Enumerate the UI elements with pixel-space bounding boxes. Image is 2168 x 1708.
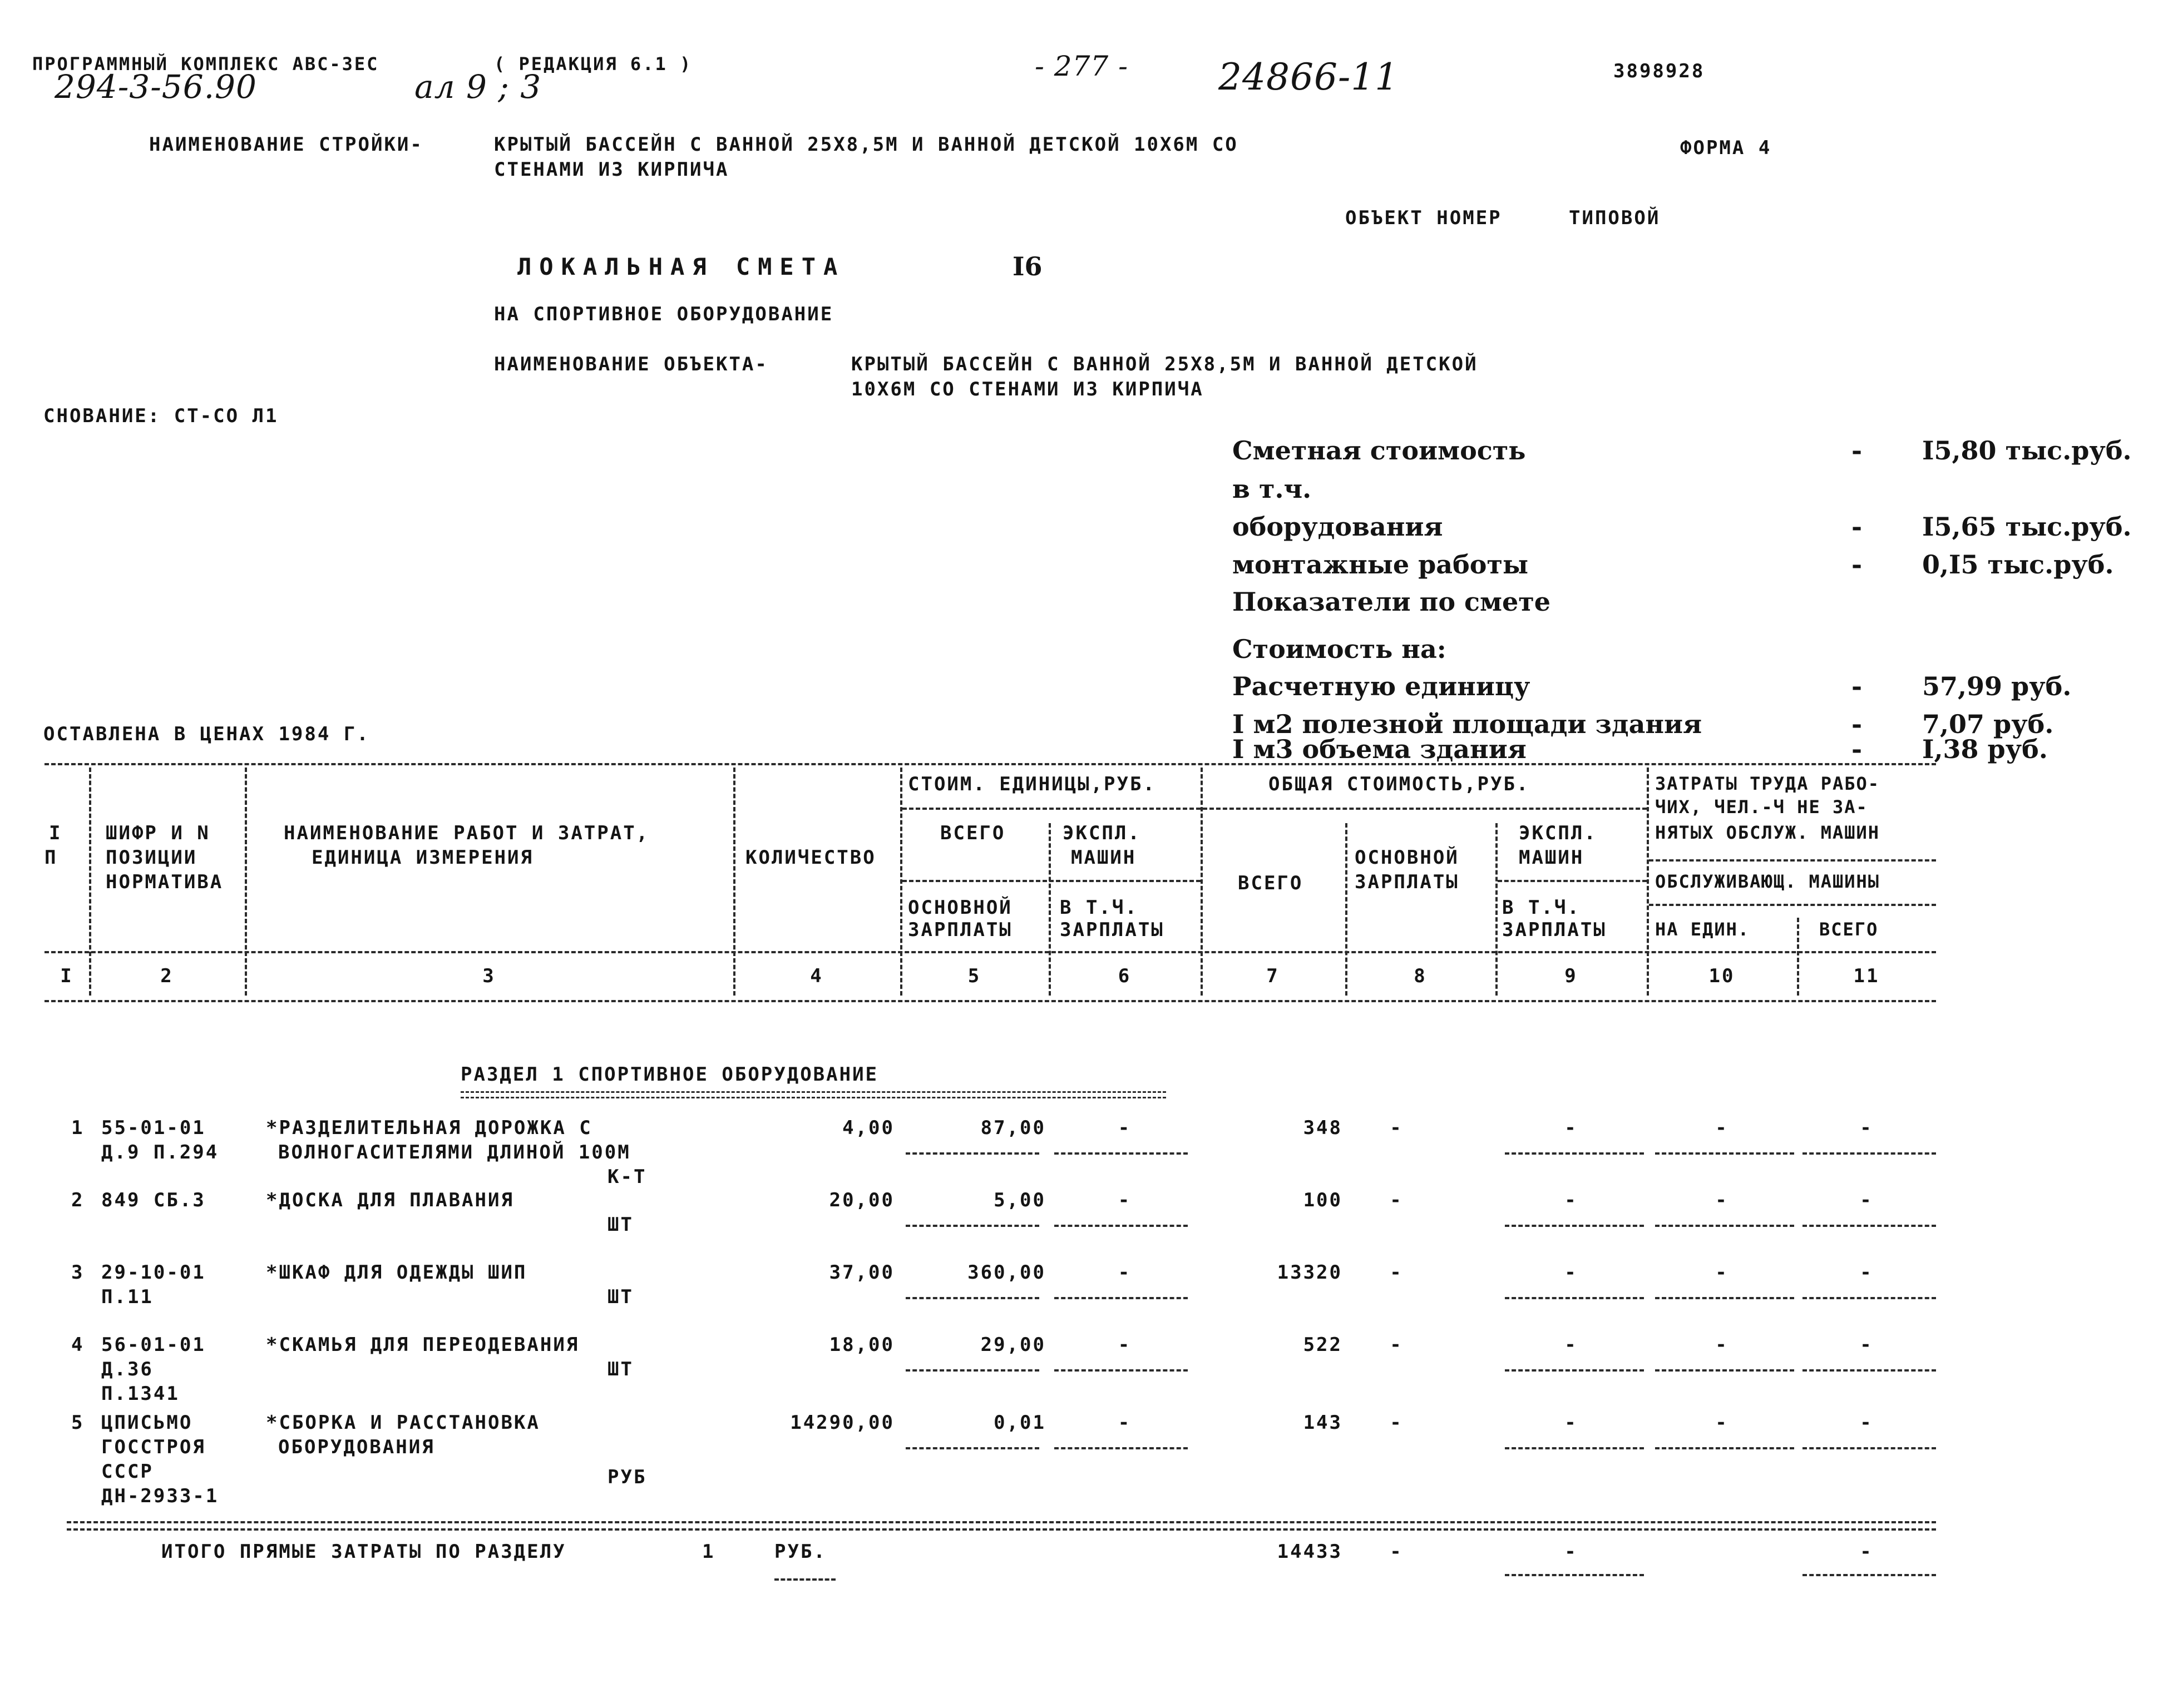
row-labor-total: - bbox=[1860, 1412, 1873, 1434]
row-code: ГОССТРОЯ bbox=[101, 1436, 206, 1458]
estimate-subtitle: НА СПОРТИВНОЕ ОБОРУДОВАНИЕ bbox=[494, 303, 834, 325]
row-unit: К-Т bbox=[608, 1166, 647, 1188]
handwritten-album: ал 9 ; 3 bbox=[414, 68, 542, 106]
row-divider bbox=[1802, 1225, 1936, 1227]
summary-dash-6: - bbox=[1851, 671, 1863, 701]
summary-label-3: монтажные работы bbox=[1232, 549, 1529, 580]
row-cost: 87,00 bbox=[980, 1117, 1046, 1139]
basis: СНОВАНИЕ: СТ-СО Л1 bbox=[43, 405, 279, 427]
edition: ( РЕДАКЦИЯ 6.1 ) bbox=[494, 53, 693, 75]
summary-value-6: 57,99 руб. bbox=[1922, 671, 2072, 701]
row-code: 55-01-01 bbox=[101, 1117, 206, 1139]
row-divider bbox=[1655, 1297, 1794, 1299]
row-labor-total: - bbox=[1860, 1334, 1873, 1356]
totals-underline bbox=[1505, 1574, 1644, 1576]
labor-header-a: ЗАТРАТЫ ТРУДА РАБО- bbox=[1655, 773, 1880, 794]
row-labor-total: - bbox=[1860, 1189, 1873, 1211]
col-divider bbox=[89, 768, 91, 996]
col-number: 11 bbox=[1853, 965, 1880, 987]
row-unit: ШТ bbox=[608, 1214, 634, 1236]
summary-label-8: I м3 объема здания bbox=[1232, 734, 1527, 764]
row-code: ЦПИСЬМО bbox=[101, 1412, 193, 1434]
row-index: 2 bbox=[71, 1189, 85, 1211]
object-number-label: ОБЪЕКТ НОМЕР bbox=[1345, 207, 1502, 229]
totals-mach: - bbox=[1564, 1541, 1578, 1563]
handwritten-number: 24866-11 bbox=[1218, 56, 1399, 98]
row-divider bbox=[1054, 1447, 1188, 1449]
row-cost: 0,01 bbox=[994, 1412, 1046, 1434]
totals-wage: - bbox=[1390, 1541, 1403, 1563]
row-name: ВОЛНОГАСИТЕЛЯМИ ДЛИНОЙ 100М bbox=[278, 1141, 631, 1164]
unit-total-header: ВСЕГО bbox=[940, 822, 1006, 844]
row-divider bbox=[906, 1297, 1039, 1299]
labor-header-e: НА ЕДИН. bbox=[1655, 919, 1750, 940]
summary-dash-2: - bbox=[1851, 512, 1863, 542]
totals-labor: - bbox=[1860, 1541, 1873, 1563]
summary-value-7: 7,07 руб. bbox=[1922, 709, 2054, 739]
summary-label-2: оборудования bbox=[1232, 512, 1443, 542]
row-qty: 20,00 bbox=[829, 1189, 895, 1211]
row-machtot: - bbox=[1564, 1189, 1578, 1211]
row-mach: - bbox=[1118, 1117, 1132, 1139]
col2-header-c: НОРМАТИВА bbox=[106, 871, 224, 893]
row-qty: 18,00 bbox=[829, 1334, 895, 1356]
section-title: РАЗДЕЛ 1 СПОРТИВНОЕ ОБОРУДОВАНИЕ bbox=[461, 1063, 879, 1086]
summary-label-1: в т.ч. bbox=[1232, 474, 1312, 504]
row-divider bbox=[1505, 1447, 1644, 1449]
row-code: 849 СБ.3 bbox=[101, 1189, 206, 1211]
row-code: Д.9 П.294 bbox=[101, 1141, 219, 1164]
row-divider bbox=[906, 1369, 1039, 1372]
row-qty: 14290,00 bbox=[790, 1412, 895, 1434]
row-divider bbox=[1505, 1152, 1644, 1155]
row-name: *РАЗДЕЛИТЕЛЬНАЯ ДОРОЖКА С bbox=[266, 1117, 592, 1139]
col-divider bbox=[733, 768, 735, 996]
row-wage: - bbox=[1390, 1117, 1403, 1139]
summary-dash-3: - bbox=[1851, 549, 1863, 580]
summary-label-0: Сметная стоимость bbox=[1232, 435, 1526, 466]
row-divider bbox=[1655, 1447, 1794, 1449]
row-mach: - bbox=[1118, 1334, 1132, 1356]
col-number: 5 bbox=[967, 965, 981, 987]
object-label: НАИМЕНОВАНИЕ ОБЪЕКТА- bbox=[494, 353, 768, 375]
unit-wage-header-a: ОСНОВНОЙ bbox=[908, 897, 1013, 919]
row-code: 56-01-01 bbox=[101, 1334, 206, 1356]
row-total: 348 bbox=[1303, 1117, 1342, 1139]
row-divider bbox=[1054, 1225, 1188, 1227]
row-divider bbox=[906, 1447, 1039, 1449]
summary-value-0: I5,80 тыс.руб. bbox=[1922, 435, 2132, 466]
col-number: 10 bbox=[1708, 965, 1735, 987]
total-cost-header: ОБЩАЯ СТОИМОСТЬ,РУБ. bbox=[1268, 773, 1530, 795]
totals-underline bbox=[1802, 1574, 1936, 1576]
object-number-value: ТИПОВОЙ bbox=[1569, 207, 1661, 229]
row-cost: 5,00 bbox=[994, 1189, 1046, 1211]
col-divider bbox=[1647, 768, 1649, 996]
col4-header: КОЛИЧЕСТВО bbox=[745, 846, 876, 869]
construction-line1: КРЫТЫЙ БАССЕЙН С ВАННОЙ 25Х8,5М И ВАННОЙ ДЕТСКОЙ 10Х6М СО bbox=[494, 133, 1238, 156]
col3-header-a: НАИМЕНОВАНИЕ РАБОТ И ЗАТРАТ, bbox=[284, 822, 650, 844]
unit-mach-header-a: ЭКСПЛ. bbox=[1063, 822, 1141, 844]
unit-mach-header-b: МАШИН bbox=[1071, 846, 1137, 869]
summary-label-6: Расчетную единицу bbox=[1232, 671, 1530, 701]
row-code: ДН-2933-1 bbox=[101, 1485, 219, 1507]
total-mach-header-a: ЭКСПЛ. bbox=[1519, 822, 1597, 844]
col-number: I bbox=[60, 965, 73, 987]
col-number: 7 bbox=[1266, 965, 1280, 987]
row-unit: РУБ bbox=[608, 1466, 647, 1488]
header-top-line bbox=[45, 763, 1936, 765]
subheader-line bbox=[902, 808, 1201, 810]
summary-value-2: I5,65 тыс.руб. bbox=[1922, 512, 2132, 542]
row-labor-unit: - bbox=[1715, 1334, 1729, 1356]
total-incl-header-a: В Т.Ч. bbox=[1502, 897, 1581, 919]
col-number: 2 bbox=[160, 965, 174, 987]
section-underline bbox=[461, 1097, 1166, 1098]
row-code: СССР bbox=[101, 1461, 154, 1483]
summary-value-8: I,38 руб. bbox=[1922, 734, 2048, 764]
labor-header-f: ВСЕГО bbox=[1819, 919, 1879, 940]
row-mach: - bbox=[1118, 1412, 1132, 1434]
estimate-title: ЛОКАЛЬНАЯ СМЕТА bbox=[517, 253, 846, 280]
handwritten-code: 294-3-56.90 bbox=[55, 68, 257, 106]
row-divider bbox=[1655, 1225, 1794, 1227]
row-divider bbox=[1655, 1369, 1794, 1372]
total-wage-header-a: ОСНОВНОЙ bbox=[1355, 846, 1459, 869]
object-line1: КРЫТЫЙ БАССЕЙН С ВАННОЙ 25Х8,5М И ВАННОЙ ДЕТСКОЙ bbox=[851, 353, 1478, 375]
row-total: 522 bbox=[1303, 1334, 1342, 1356]
row-code: Д.36 bbox=[101, 1358, 154, 1380]
row-cost: 360,00 bbox=[967, 1261, 1046, 1284]
total-header: ВСЕГО bbox=[1238, 872, 1303, 894]
total-wage-header-b: ЗАРПЛАТЫ bbox=[1355, 871, 1459, 893]
row-machtot: - bbox=[1564, 1261, 1578, 1284]
row-index: 3 bbox=[71, 1261, 85, 1284]
unit-wage-header-b: ЗАРПЛАТЫ bbox=[908, 919, 1013, 941]
row-divider bbox=[906, 1152, 1039, 1155]
estimate-number: I6 bbox=[1013, 251, 1043, 281]
labor-header-c: НЯТЫХ ОБСЛУЖ. МАШИН bbox=[1655, 822, 1880, 843]
unit-incl-header-a: В Т.Ч. bbox=[1060, 897, 1138, 919]
construction-line2: СТЕНАМИ ИЗ КИРПИЧА bbox=[494, 159, 729, 181]
program-name: ПРОГРАММНЫЙ КОМПЛЕКС АВС-3ЕС bbox=[32, 53, 379, 75]
summary-label-7: I м2 полезной площади здания bbox=[1232, 709, 1702, 739]
summary-label-5: Стоимость на: bbox=[1232, 634, 1446, 664]
col-number: 3 bbox=[482, 965, 496, 987]
object-line2: 10Х6М СО СТЕНАМИ ИЗ КИРПИЧА bbox=[851, 378, 1204, 400]
col-number: 4 bbox=[810, 965, 823, 987]
unit-cost-header: СТОИМ. ЕДИНИЦЫ,РУБ. bbox=[908, 773, 1156, 795]
row-labor-total: - bbox=[1860, 1117, 1873, 1139]
summary-label-4: Показатели по смете bbox=[1232, 587, 1551, 617]
row-qty: 4,00 bbox=[842, 1117, 895, 1139]
row-index: 4 bbox=[71, 1334, 85, 1356]
row-total: 143 bbox=[1303, 1412, 1342, 1434]
subheader-line bbox=[1203, 808, 1647, 810]
row-total: 100 bbox=[1303, 1189, 1342, 1211]
row-wage: - bbox=[1390, 1334, 1403, 1356]
row-index: 5 bbox=[71, 1412, 85, 1434]
subheader-line bbox=[1498, 880, 1647, 882]
col1-header-b: П bbox=[45, 846, 58, 869]
totals-top-line bbox=[67, 1528, 1936, 1531]
col-number: 9 bbox=[1564, 965, 1578, 987]
col1-header-a: I bbox=[49, 822, 62, 844]
total-incl-header-b: ЗАРПЛАТЫ bbox=[1502, 919, 1607, 941]
row-index: 1 bbox=[71, 1117, 85, 1139]
row-machtot: - bbox=[1564, 1412, 1578, 1434]
row-unit: ШТ bbox=[608, 1286, 634, 1308]
row-mach: - bbox=[1118, 1261, 1132, 1284]
labor-header-b: ЧИХ, ЧЕЛ.-Ч НЕ ЗА- bbox=[1655, 796, 1868, 818]
row-machtot: - bbox=[1564, 1334, 1578, 1356]
row-name: *ДОСКА ДЛЯ ПЛАВАНИЯ bbox=[266, 1189, 514, 1211]
row-divider bbox=[1655, 1152, 1794, 1155]
row-divider bbox=[906, 1225, 1039, 1227]
col2-header-a: ШИФР И N bbox=[106, 822, 210, 844]
row-divider bbox=[1054, 1152, 1188, 1155]
labor-header-d: ОБСЛУЖИВАЮЩ. МАШИНЫ bbox=[1655, 871, 1880, 892]
row-labor-total: - bbox=[1860, 1261, 1873, 1284]
row-code: П.11 bbox=[101, 1286, 154, 1308]
row-name: *СКАМЬЯ ДЛЯ ПЕРЕОДЕВАНИЯ bbox=[266, 1334, 580, 1356]
row-labor-unit: - bbox=[1715, 1412, 1729, 1434]
row-name: ОБОРУДОВАНИЯ bbox=[278, 1436, 435, 1458]
row-name: *ШКАФ ДЛЯ ОДЕЖДЫ ШИП bbox=[266, 1261, 527, 1284]
totals-label: ИТОГО ПРЯМЫЕ ЗАТРАТЫ ПО РАЗДЕЛУ bbox=[161, 1541, 566, 1563]
row-wage: - bbox=[1390, 1412, 1403, 1434]
row-labor-unit: - bbox=[1715, 1261, 1729, 1284]
row-divider bbox=[1505, 1369, 1644, 1372]
col-number: 6 bbox=[1118, 965, 1132, 987]
header-bottom-line bbox=[45, 951, 1936, 953]
row-qty: 37,00 bbox=[829, 1261, 895, 1284]
row-code: 29-10-01 bbox=[101, 1261, 206, 1284]
form-number: ФОРМА 4 bbox=[1680, 137, 1772, 159]
row-labor-unit: - bbox=[1715, 1189, 1729, 1211]
row-mach: - bbox=[1118, 1189, 1132, 1211]
prices-year: ОСТАВЛЕНА В ЦЕНАХ 1984 Г. bbox=[43, 723, 370, 745]
summary-dash-8: - bbox=[1851, 734, 1863, 764]
summary-dash-7: - bbox=[1851, 709, 1863, 739]
totals-unit: РУБ. bbox=[774, 1541, 827, 1563]
section-underline bbox=[461, 1091, 1166, 1093]
row-labor-unit: - bbox=[1715, 1117, 1729, 1139]
totals-underline bbox=[774, 1578, 836, 1581]
doc-code: 3898928 bbox=[1613, 60, 1705, 82]
totals-section: 1 bbox=[702, 1541, 715, 1563]
col-divider bbox=[1201, 768, 1203, 996]
col3-header-b: ЕДИНИЦА ИЗМЕРЕНИЯ bbox=[312, 846, 534, 869]
row-divider bbox=[1802, 1447, 1936, 1449]
page-number: - 277 - bbox=[1035, 50, 1129, 82]
col-divider bbox=[245, 768, 247, 996]
row-divider bbox=[1054, 1369, 1188, 1372]
row-divider bbox=[1802, 1152, 1936, 1155]
col-number: 8 bbox=[1414, 965, 1427, 987]
summary-value-3: 0,I5 тыс.руб. bbox=[1922, 549, 2114, 580]
row-wage: - bbox=[1390, 1189, 1403, 1211]
row-divider bbox=[1802, 1297, 1936, 1299]
row-divider bbox=[1054, 1297, 1188, 1299]
row-divider bbox=[1505, 1297, 1644, 1299]
subheader-line bbox=[902, 880, 1201, 882]
subheader-line bbox=[1649, 859, 1936, 862]
totals-top-line bbox=[67, 1521, 1936, 1523]
construction-label: НАИМЕНОВАНИЕ СТРОЙКИ- bbox=[149, 133, 423, 156]
row-code: П.1341 bbox=[101, 1383, 180, 1405]
subheader-line bbox=[1649, 904, 1936, 906]
row-name: *СБОРКА И РАССТАНОВКА bbox=[266, 1412, 540, 1434]
number-row-line bbox=[45, 1000, 1936, 1002]
row-cost: 29,00 bbox=[980, 1334, 1046, 1356]
row-machtot: - bbox=[1564, 1117, 1578, 1139]
col2-header-b: ПОЗИЦИИ bbox=[106, 846, 197, 869]
row-divider bbox=[1505, 1225, 1644, 1227]
row-total: 13320 bbox=[1277, 1261, 1342, 1284]
row-wage: - bbox=[1390, 1261, 1403, 1284]
unit-incl-header-b: ЗАРПЛАТЫ bbox=[1060, 919, 1164, 941]
row-unit: ШТ bbox=[608, 1358, 634, 1380]
total-mach-header-b: МАШИН bbox=[1519, 846, 1584, 869]
row-divider bbox=[1802, 1369, 1936, 1372]
summary-dash-0: - bbox=[1851, 435, 1863, 466]
totals-total: 14433 bbox=[1277, 1541, 1342, 1563]
